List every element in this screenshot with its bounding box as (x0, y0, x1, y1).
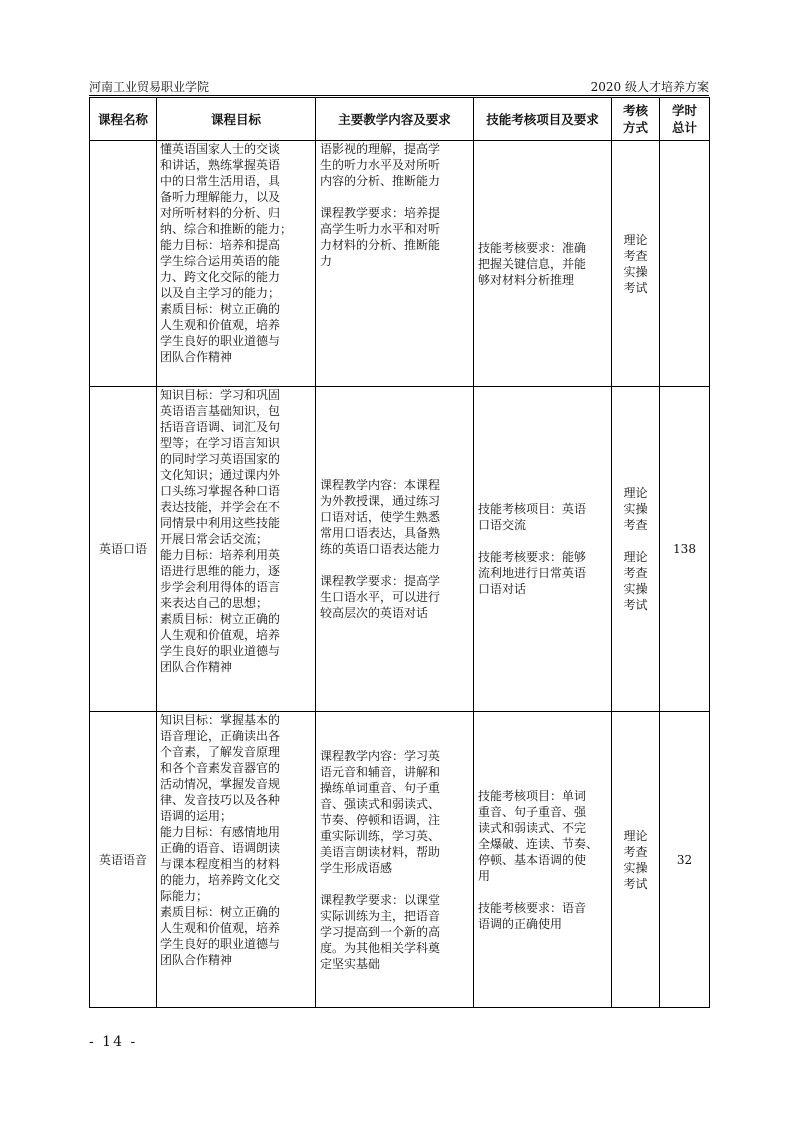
content-line: 为外教授课，通过练习 (320, 494, 441, 508)
column-header-course-goals: 课程目标 (157, 98, 316, 141)
content-line: 重实际训练，学习英、 (320, 828, 441, 843)
header-rule (89, 95, 709, 96)
goal-line: 备听力理解能力，以及 (160, 190, 281, 204)
table-header-row (90, 98, 710, 141)
page-header (89, 78, 709, 94)
goal-line: 和各个音素发音器官的 (160, 761, 281, 775)
exam-line: 实操 (623, 582, 648, 596)
goal-line: 知识目标：学习和巩固 (160, 388, 281, 402)
exam-line: 理论 (623, 828, 648, 843)
content-line: 度。为其他相关学科奠 (320, 940, 441, 955)
total-hours-cell (660, 387, 710, 712)
goal-line: 人生观和价值观，培养 (160, 921, 281, 935)
table-row (90, 141, 710, 387)
content-line: 定坚实基础 (320, 956, 381, 971)
paragraph-gap (478, 533, 607, 549)
exam-line: 实操 (623, 264, 648, 279)
exam-method-cell (612, 141, 660, 387)
goal-line: 与课本程度相当的材料 (160, 857, 281, 871)
exam-header-line: 考核 (622, 103, 648, 118)
column-header-exam-method (612, 98, 660, 141)
course-name-cell (90, 712, 157, 1008)
skill-line: 读式和弱读式、不完 (478, 820, 587, 835)
total-hours: 138 (673, 542, 696, 556)
total-hours: 32 (676, 852, 693, 867)
goal-line: 型等；在学习语言知识 (160, 436, 281, 450)
goal-line: 语调的运用； (160, 809, 233, 823)
exam-line: 理论 (623, 550, 648, 564)
goal-line: 团队合作精神 (160, 660, 233, 674)
goal-line: 中的日常生活用语，具 (160, 174, 281, 188)
header-institution: 河南工业贸易职业学院 (89, 80, 210, 94)
course-goals-cell (157, 141, 316, 387)
exam-line: 考试 (623, 598, 648, 612)
goal-line: 能力目标：培养和提高 (160, 238, 281, 252)
goal-line: 英语语言基础知识，包 (160, 404, 281, 418)
goal-line: 团队合作精神 (160, 350, 233, 364)
goal-line: 素质目标：树立正确的 (160, 302, 281, 316)
goal-line: 能力目标：有感情地用 (160, 825, 281, 839)
goal-line: 学生良好的职业道德与 (160, 937, 281, 951)
exam-line: 考试 (623, 876, 648, 891)
goal-line: 际能力； (160, 889, 209, 903)
content-line: 常用口语表达，具备熟 (320, 526, 441, 540)
content-line: 力 (320, 254, 333, 268)
paragraph-gap (478, 884, 607, 900)
exam-line: 考查 (623, 566, 648, 580)
goal-line: 人生观和价值观，培养 (160, 318, 281, 332)
content-line: 学生形成语感 (320, 860, 393, 875)
column-header-total-hours (660, 98, 710, 141)
curriculum-table (89, 97, 710, 1008)
hours-header-line: 学时 (671, 103, 697, 118)
goal-line: 团队合作精神 (160, 953, 233, 967)
exam-header-line: 方式 (622, 120, 648, 135)
goal-line: 对所听材料的分析、归 (160, 206, 281, 220)
course-name: 英语语音 (98, 852, 147, 867)
goal-line: 语进行思维的能力，逐 (160, 564, 281, 578)
exam-method-cell (612, 387, 660, 712)
hours-header-line: 总计 (671, 120, 697, 135)
goal-line: 口头练习掌握各种口语 (160, 484, 281, 498)
header-document-title: 2020 级人才培养方案 (590, 80, 709, 94)
goal-line: 的能力，培养跨文化交 (160, 873, 281, 887)
goal-line: 学生良好的职业道德与 (160, 334, 281, 348)
content-line: 学习提高到一个新的高 (320, 924, 441, 939)
content-line: 生口语水平，可以进行 (320, 590, 441, 604)
course-goals-cell (157, 387, 316, 712)
content-line: 操练单词重音、句子重 (320, 780, 441, 795)
goal-line: 懂英语国家人士的交谈 (160, 142, 281, 156)
content-line: 课程教学内容：学习英 (320, 748, 441, 763)
goal-line: 正确的语音、语调朗读 (160, 841, 281, 855)
content-line: 练的英语口语表达能力 (320, 542, 441, 556)
skill-line: 把握关键信息，并能 (478, 256, 587, 271)
page-number: - 14 - (89, 1034, 138, 1050)
exam-line: 实操 (623, 860, 648, 875)
column-header-teaching-content: 主要教学内容及要求 (316, 98, 474, 141)
goal-line: 来表达自己的思想； (160, 596, 269, 610)
goal-line: 学生良好的职业道德与 (160, 644, 281, 658)
skill-line: 全爆破、连读、节奏、 (478, 836, 599, 851)
content-line: 内容的分析、推断能力 (320, 174, 441, 188)
skill-line: 重音、句子重音、强 (478, 804, 587, 819)
skill-assessment-cell (474, 141, 612, 387)
course-name-cell (90, 141, 157, 387)
course-name: 英语口语 (98, 542, 147, 556)
skill-line: 技能考核要求：能够 (478, 550, 587, 564)
skill-line: 技能考核项目：单词 (478, 788, 587, 803)
column-header-skill-assessment: 技能考核项目及要求 (474, 98, 612, 141)
skill-line: 口语交流 (478, 518, 527, 532)
goal-line: 语音理论，正确读出各 (160, 729, 281, 743)
goal-line: 知识目标：掌握基本的 (160, 713, 281, 727)
content-line: 语影视的理解，提高学 (320, 142, 441, 156)
goal-line: 学生综合运用英语的能 (160, 254, 281, 268)
goal-line: 和讲话，熟练掌握英语 (160, 158, 281, 172)
goal-line: 人生观和价值观，培养 (160, 628, 281, 642)
teaching-content-cell (316, 712, 474, 1008)
goal-line: 表达技能，并学会在不 (160, 500, 281, 514)
skill-assessment-cell (474, 387, 612, 712)
goal-line: 纳、综合和推断的能力； (160, 222, 293, 236)
total-hours-cell (660, 141, 710, 387)
goal-line: 的同时学习英语国家的 (160, 452, 281, 466)
total-hours-cell (660, 712, 710, 1008)
content-line: 较高层次的英语对话 (320, 606, 429, 620)
paragraph-gap (320, 557, 469, 573)
goal-line: 同情景中利用这些技能 (160, 516, 281, 530)
exam-line: 考查 (623, 844, 648, 859)
content-line: 音、强读式和弱读式、 (320, 796, 441, 811)
content-line: 课程教学要求：以课堂 (320, 892, 441, 907)
content-line: 课程教学要求：提高学 (320, 574, 441, 588)
exam-line: 考查 (623, 248, 648, 263)
column-header-course-name: 课程名称 (90, 98, 157, 141)
skill-assessment-cell (474, 712, 612, 1008)
skill-line: 技能考核要求：语音 (478, 900, 587, 915)
skill-line: 用 (478, 868, 491, 883)
paragraph-gap (320, 189, 469, 205)
content-line: 节奏、停顿和语调，注 (320, 812, 441, 827)
goal-line: 律、发音技巧以及各种 (160, 793, 281, 807)
course-name-cell (90, 387, 157, 712)
goal-line: 括语音语调、词汇及句 (160, 420, 281, 434)
content-line: 生的听力水平及对所听 (320, 158, 441, 172)
teaching-content-cell (316, 387, 474, 712)
goal-line: 个音素，了解发音原理 (160, 745, 281, 759)
content-line: 力材料的分析、推断能 (320, 238, 441, 252)
skill-line: 停顿、基本语调的使 (478, 852, 587, 867)
paragraph-gap (615, 533, 656, 549)
content-line: 课程教学内容：本课程 (320, 478, 441, 492)
goal-line: 能力目标：培养利用英 (160, 548, 281, 562)
goal-line: 以及自主学习的能力； (160, 286, 281, 300)
course-goals-cell (157, 712, 316, 1008)
exam-line: 考查 (623, 518, 648, 532)
skill-line: 流利地进行日常英语 (478, 566, 587, 580)
goal-line: 文化知识；通过课内外 (160, 468, 281, 482)
skill-line: 技能考核要求：准确 (478, 240, 587, 255)
paragraph-gap (320, 876, 469, 892)
content-line: 语元音和辅音，讲解和 (320, 764, 441, 779)
content-line: 实际训练为主，把语音 (320, 908, 441, 923)
goal-line: 力、跨文化交际的能力 (160, 270, 281, 284)
skill-line: 口语对话 (478, 582, 527, 596)
exam-method-cell (612, 712, 660, 1008)
exam-line: 理论 (623, 232, 648, 247)
goal-line: 步学会利用得体的语言 (160, 580, 281, 594)
skill-line: 够对材料分析推理 (478, 272, 575, 287)
goal-line: 素质目标：树立正确的 (160, 612, 281, 626)
goal-line: 活动情况，掌握发音规 (160, 777, 281, 791)
skill-line: 语调的正确使用 (478, 916, 563, 931)
exam-line: 考试 (623, 280, 648, 295)
content-line: 口语对话，使学生熟悉 (320, 510, 441, 524)
teaching-content-cell (316, 141, 474, 387)
table-row (90, 712, 710, 1008)
goal-line: 素质目标：树立正确的 (160, 905, 281, 919)
content-line: 高学生听力水平和对听 (320, 222, 441, 236)
skill-line: 技能考核项目：英语 (478, 502, 587, 516)
goal-line: 开展日常会话交流； (160, 532, 269, 546)
exam-line: 实操 (623, 502, 648, 516)
content-line: 美语言朗读材料，帮助 (320, 844, 441, 859)
exam-line: 理论 (623, 486, 648, 500)
content-line: 课程教学要求：培养提 (320, 206, 441, 220)
table-row (90, 387, 710, 712)
